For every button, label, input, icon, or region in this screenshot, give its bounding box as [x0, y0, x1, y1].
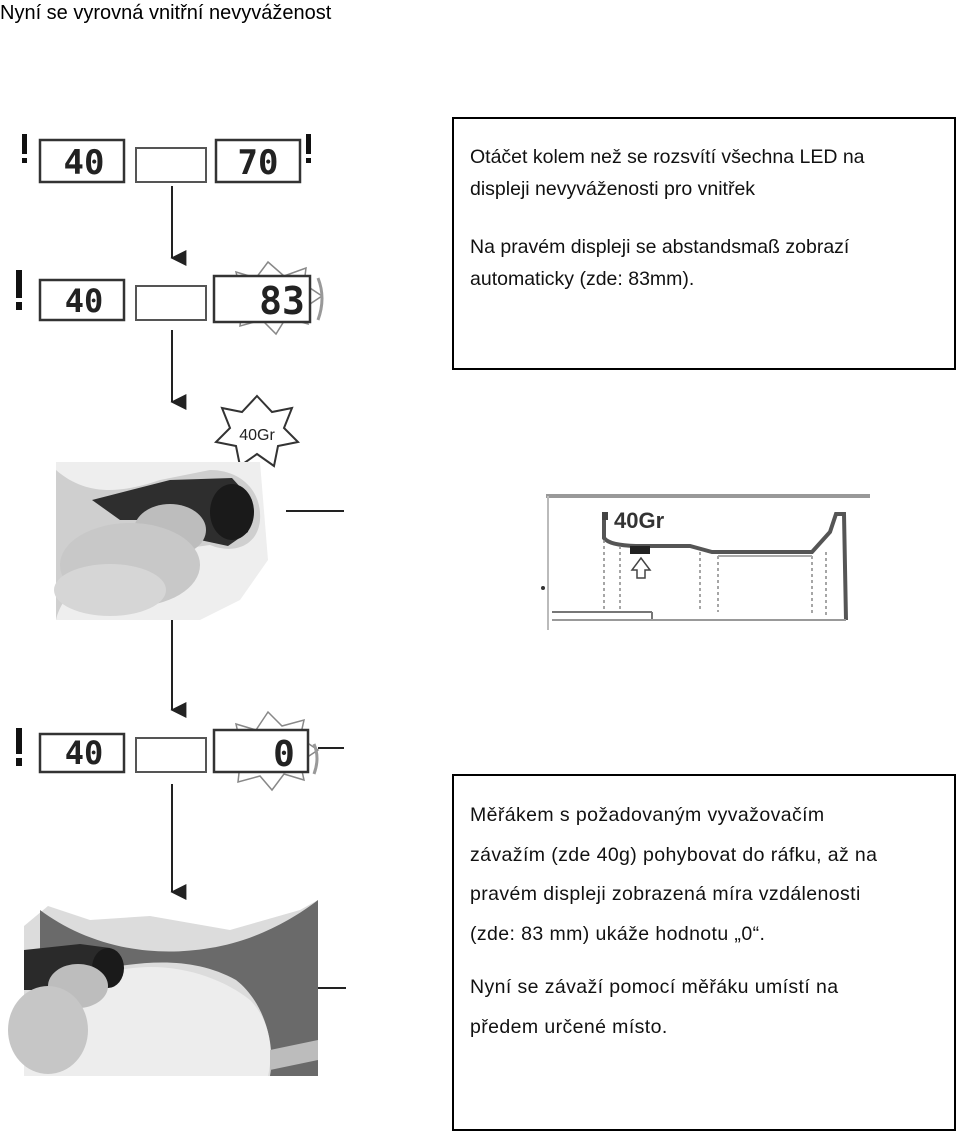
text-line: předem určené místo.: [470, 1015, 668, 1038]
middle-display: [136, 148, 206, 182]
text-line: Na pravém displeji se abstandsmaß zobrazí: [470, 236, 850, 258]
rim-diagram: [541, 496, 870, 630]
led-indicator-icon: [22, 134, 27, 154]
hand-icon: [8, 986, 88, 1074]
middle-display: [136, 286, 206, 320]
text-line: (zde: 83 mm) ukáže hodnotu „0“.: [470, 922, 766, 945]
right-display-value: 0: [273, 734, 295, 775]
weight-star-badge: [216, 396, 298, 466]
balancer-display-2: [16, 262, 322, 334]
led-indicator-icon: [16, 758, 22, 766]
badge-label: 40Gr: [239, 427, 275, 444]
gauge-head-icon: [210, 484, 254, 540]
text-line: displeji nevyváženosti pro vnitřek: [470, 178, 756, 200]
middle-display: [136, 738, 206, 772]
led-indicator-icon: [314, 744, 317, 774]
text-line: závažím (zde 40g) pohybovat do ráfku, až na: [470, 843, 878, 866]
weight-icon: [630, 546, 650, 554]
led-indicator-icon: [16, 728, 22, 754]
hand-gauge-photo-2: [8, 900, 346, 1076]
led-indicator-icon: [306, 134, 311, 154]
rim-weight-label: 40Gr: [614, 508, 665, 533]
left-display-value: 40: [64, 734, 104, 772]
led-indicator-icon: [22, 158, 27, 163]
arrow-up-icon: [632, 558, 650, 578]
text-line: pravém displeji zobrazená míra vzdálenosti: [470, 883, 861, 905]
text-line: automaticky (zde: 83mm).: [470, 268, 695, 290]
text-line: Měřákem s požadovaným vyvažovačím: [470, 804, 825, 826]
right-display-value: 70: [237, 143, 279, 183]
weight-marker-icon: [602, 512, 608, 520]
hand-gauge-photo-1: [54, 462, 344, 620]
led-indicator-icon: [306, 158, 311, 163]
balancer-display-3: [16, 712, 344, 790]
led-indicator-icon: [16, 270, 22, 298]
page-title: Nyní se vyrovná vnitřní nevyváženost: [0, 2, 332, 24]
led-indicator-icon: [16, 302, 22, 310]
right-display-value: 83: [259, 279, 305, 323]
text-line: Nyní se závaží pomocí měřáku umístí na: [470, 976, 839, 998]
left-display-value: 40: [64, 282, 104, 320]
balancer-display-1: [22, 134, 311, 183]
text-line: Otáčet kolem než se rozsvítí všechna LED na: [470, 146, 865, 168]
left-display-value: 40: [63, 143, 105, 183]
